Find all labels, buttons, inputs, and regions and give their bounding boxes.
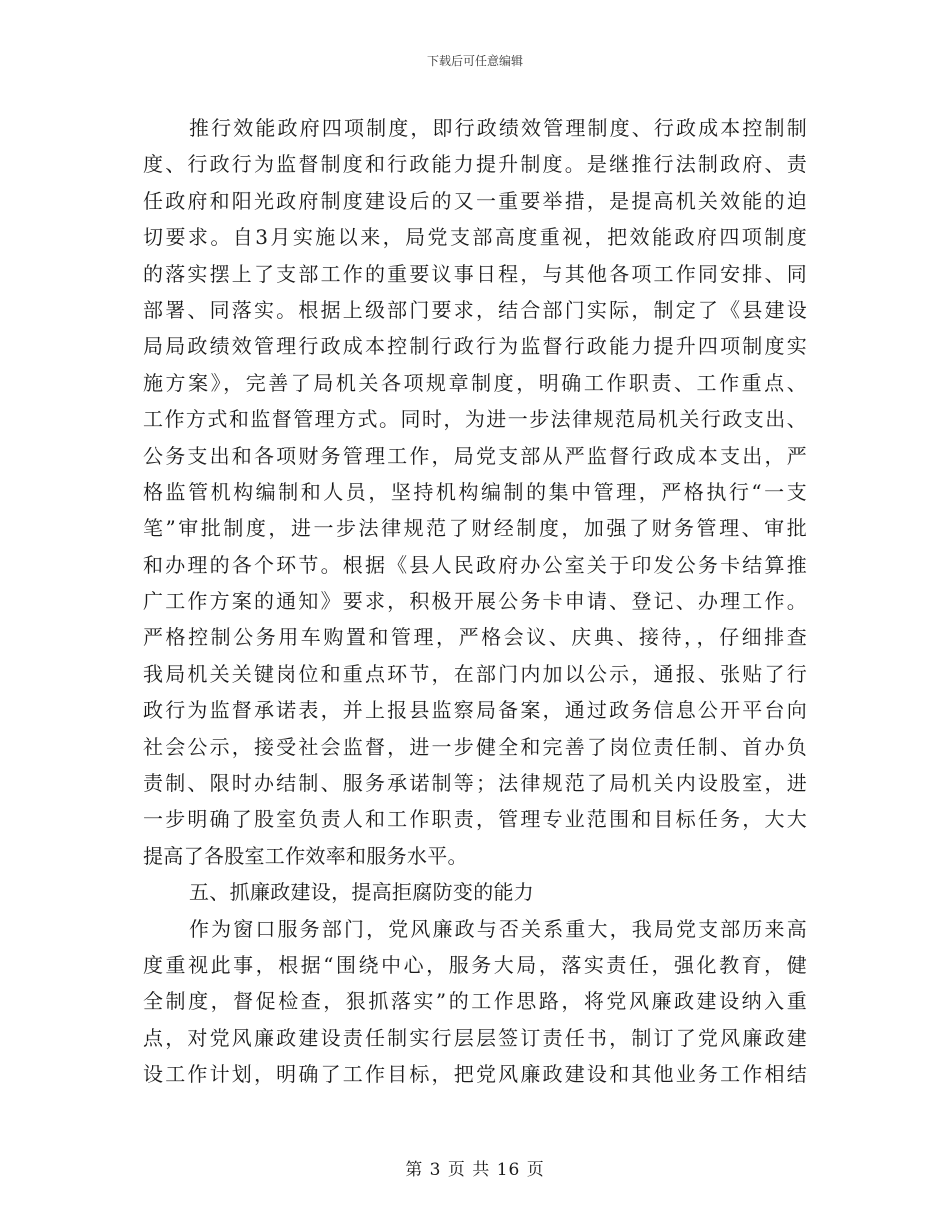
text-line: 设工作计划，明确了工作目标，把党风廉政建设和其他业务工作相结 [143, 1062, 807, 1087]
text-line: 作为窗口服务部门，党风廉政与否关系重大，我局党支部历来高 [189, 916, 807, 941]
section-heading: 五、抓廉政建设，提高拒腐防变的能力 [189, 880, 535, 905]
document-body [143, 110, 807, 1093]
text-line: 任政府和阳光政府制度建设后的又一重要举措，是提高机关效能的迫 [143, 188, 807, 213]
text-line: 政行为监督承诺表，并上报县监察局备案，通过政务信息公开平台向 [143, 698, 807, 723]
page-header: 下载后可任意编辑 [426, 54, 523, 68]
text-line: 笔”审批制度，进一步法律规范了财经制度，加强了财务管理、审批 [143, 516, 807, 541]
text-line: 公务支出和各项财务管理工作，局党支部从严监督行政成本支出，严 [143, 443, 807, 468]
text-line: 格监管机构编制和人员，坚持机构编制的集中管理，严格执行“一支 [143, 479, 807, 504]
text-line: 施方案》，完善了局机关各项规章制度，明确工作职责、工作重点、 [143, 370, 807, 395]
text-line: 社会公示，接受社会监督，进一步健全和完善了岗位责任制、首办负 [143, 734, 807, 759]
text-line: 的落实摆上了支部工作的重要议事日程，与其他各项工作同安排、同 [143, 261, 807, 286]
text-line: 提高了各股室工作效率和服务水平。 [143, 843, 468, 868]
text-line: 工作方式和监督管理方式。同时，为进一步法律规范局机关行政支出、 [143, 407, 807, 432]
text-line: 局局政绩效管理行政成本控制行政行为监督行政能力提升四项制度实 [143, 334, 807, 359]
text-line: 度重视此事，根据“围绕中心，服务大局，落实责任，强化教育，健 [143, 952, 807, 977]
text-line: 广工作方案的通知》要求，积极开展公务卡申请、登记、办理工作。 [143, 589, 807, 614]
text-line: 部署、同落实。根据上级部门要求，结合部门实际，制定了《县建设 [143, 297, 807, 322]
text-line: 度、行政行为监督制度和行政能力提升制度。是继推行法制政府、责 [143, 152, 807, 177]
text-line: 推行效能政府四项制度，即行政绩效管理制度、行政成本控制制 [189, 116, 807, 140]
text-line: 切要求。自3月实施以来，局党支部高度重视，把效能政府四项制度 [143, 225, 807, 250]
text-line: 严格控制公务用车购置和管理，严格会议、庆典、接待，，仔细排查 [143, 625, 807, 650]
text-line: 一步明确了股室负责人和工作职责，管理专业范围和目标任务，大大 [143, 807, 807, 832]
text-line: 责制、限时办结制、服务承诺制等；法律规范了局机关内设股室，进 [143, 771, 807, 796]
text-line: 点，对党风廉政建设责任制实行层层签订责任书，制订了党风廉政建 [143, 1025, 807, 1050]
text-line: 我局机关关键岗位和重点环节，在部门内加以公示，通报、张贴了行 [143, 661, 807, 686]
text-line: 和办理的各个环节。根据《县人民政府办公室关于印发公务卡结算推 [143, 552, 807, 577]
text-line: 全制度，督促检查，狠抓落实”的工作思路，将党风廉政建设纳入重 [143, 989, 807, 1014]
page-number: 第 3 页 共 16 页 [405, 1160, 545, 1180]
